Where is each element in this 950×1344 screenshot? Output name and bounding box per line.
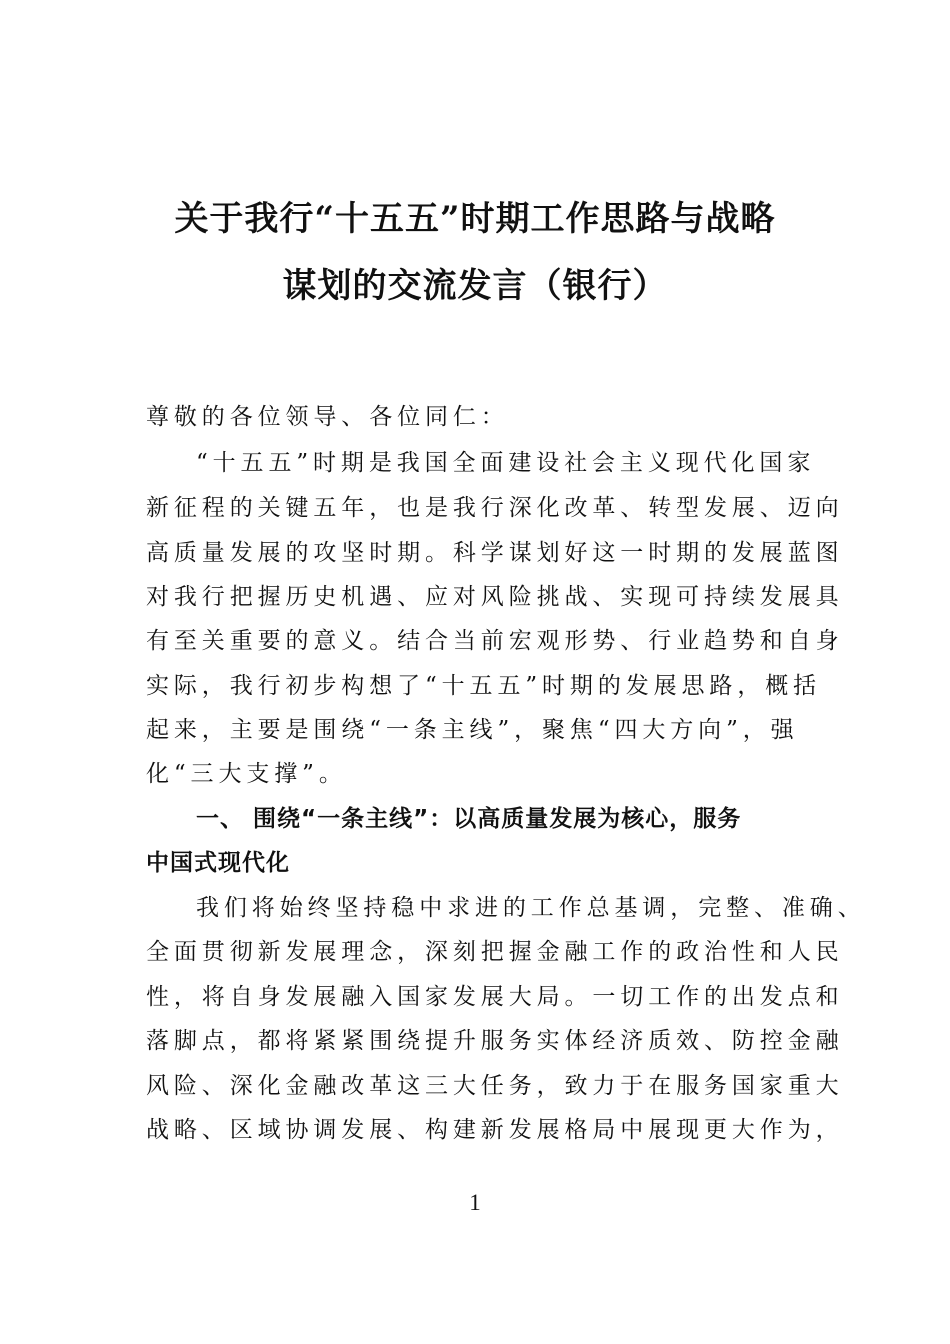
- section-1-line-5: 风险、深化金融改革这三大任务，致力于在服务国家重大: [146, 1073, 844, 1099]
- section-1-heading-line-1: 一、 围绕“一条主线”：以高质量发展为核心，服务: [196, 806, 742, 832]
- intro-line-6: 实际，我行初步构想了“十五五”时期的发展思路，概括: [146, 673, 822, 699]
- section-1-line-4: 落脚点，都将紧紧围绕提升服务实体经济质效、防控金融: [146, 1028, 844, 1054]
- salutation: 尊敬的各位领导、各位同仁：: [146, 404, 509, 430]
- section-1-line-6: 战略、区域协调发展、构建新发展格局中展现更大作为，: [146, 1117, 844, 1143]
- intro-line-8: 化“三大支撑”。: [146, 761, 347, 787]
- intro-line-3: 高质量发展的攻坚时期。科学谋划好这一时期的发展蓝图: [146, 540, 844, 566]
- intro-line-4: 对我行把握历史机遇、应对风险挑战、实现可持续发展具: [146, 584, 844, 610]
- intro-line-5: 有至关重要的意义。结合当前宏观形势、行业趋势和自身: [146, 628, 844, 654]
- section-1-line-2: 全面贯彻新发展理念，深刻把握金融工作的政治性和人民: [146, 939, 844, 965]
- intro-line-7: 起来，主要是围绕“一条主线”，聚焦“四大方向”，强: [146, 717, 799, 743]
- page-number: 1: [469, 1190, 481, 1215]
- intro-line-1: “十五五”时期是我国全面建设社会主义现代化国家: [196, 450, 816, 476]
- document-title-line-2: 谋划的交流发言（银行）: [282, 266, 668, 306]
- intro-line-2: 新征程的关键五年，也是我行深化改革、转型发展、迈向: [146, 495, 844, 521]
- section-1-line-1: 我们将始终坚持稳中求进的工作总基调，完整、准确、: [196, 895, 866, 921]
- document-title-line-1: 关于我行“十五五”时期工作思路与战略: [174, 199, 776, 239]
- section-1-line-3: 性，将自身发展融入国家发展大局。一切工作的出发点和: [146, 984, 844, 1010]
- section-1-heading-line-2: 中国式现代化: [146, 850, 290, 876]
